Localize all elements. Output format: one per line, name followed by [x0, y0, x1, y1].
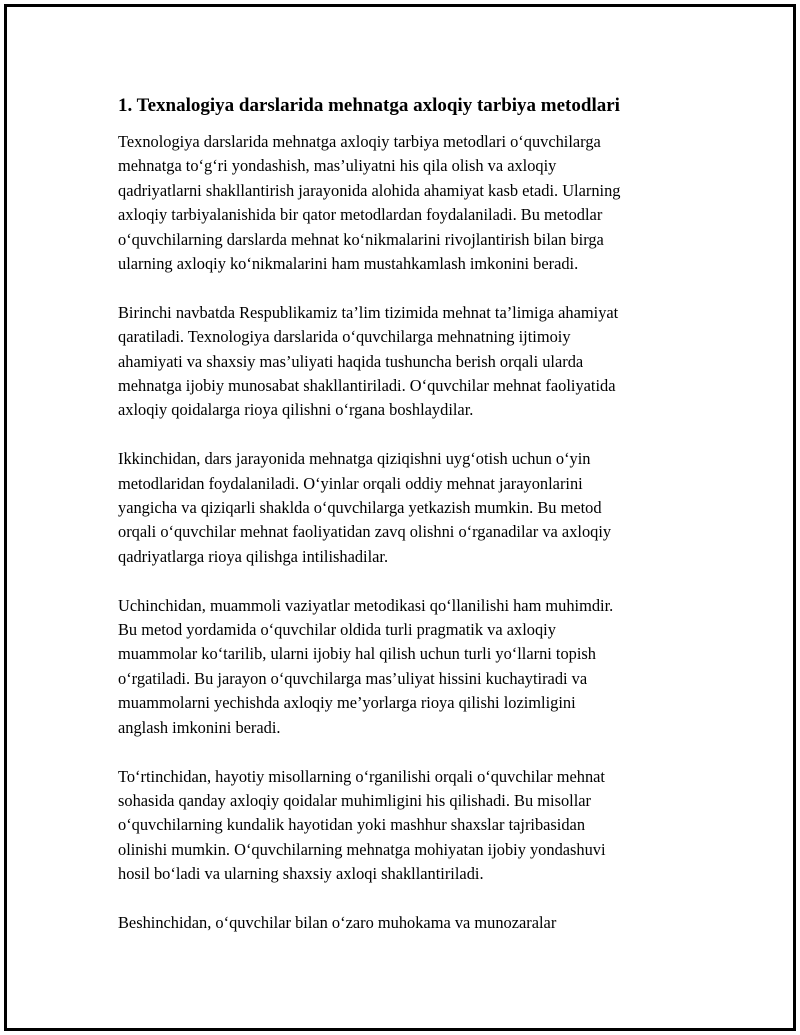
text-line: Uchinchidan, muammoli vaziyatlar metodikasi qo‘llanilishi ham muhimdir. [118, 595, 614, 615]
text-line: qadriyatlarni shakllantirish jarayonida alohida ahamiyat kasb etadi. Ularning [118, 180, 621, 200]
text-line: To‘rtinchidan, hayotiy misollarning o‘rganilishi orqali o‘quvchilar mehnat [118, 766, 605, 786]
paragraph-fourth [118, 765, 708, 887]
text-line: Texnologiya darslarida mehnatga axloqiy tarbiya metodlari o‘quvchilarga [118, 132, 601, 151]
text-line: Ikkinchidan, dars jarayonida mehnatga qiziqishni uyg‘otish uchun o‘yin [118, 449, 591, 469]
text-line: o‘rgatiladi. Bu jarayon o‘quvchilarga mas’uliyat hissini kuchaytiradi va [118, 668, 588, 688]
text-line: qaratiladi. Texnologiya darslarida o‘quvchilarga mehnatning ijtimoiy [118, 327, 571, 347]
paragraph-fifth [118, 911, 708, 935]
text-line: o‘quvchilarning kundalik hayotidan yoki mashhur shaxslar tajribasidan [118, 815, 586, 835]
text-line: Beshinchidan, o‘quvchilar bilan o‘zaro muhokama va munozaralar [118, 912, 557, 932]
text-line: ularning axloqiy ko‘nikmalarini ham mustahkamlash imkonini beradi. [118, 254, 579, 274]
text-line: hosil bo‘ladi va ularning shaxsiy axloqi shakllantiriladi. [118, 864, 484, 884]
text-line: ahamiyati va shaxsiy mas’uliyati haqida tushuncha berish orqali ularda [118, 351, 584, 371]
text-line: muammolarni yechishda axloqiy me’yorlarga rioya qilishi lozimligini [118, 693, 576, 713]
text-line: orqali o‘quvchilar mehnat faoliyatidan zavq olishni o‘rganadilar va axloqiy [118, 522, 612, 542]
text-line: anglash imkonini beradi. [118, 717, 281, 737]
text-line: metodlaridan foydalaniladi. O‘yinlar orqali oddiy mehnat jarayonlarini [118, 473, 583, 493]
text-line: mehnatga to‘g‘ri yondashish, mas’uliyatni his qila olish va axloqiy [118, 156, 557, 176]
text-line: olinishi mumkin. O‘quvchilarning mehnatga mohiyatan ijobiy yondashuvi [118, 839, 606, 859]
paragraph-first [118, 301, 708, 423]
text-line: o‘quvchilarning darslarda mehnat ko‘nikmalarini rivojlantirish bilan birga [118, 229, 604, 249]
text-line: muammolar ko‘tarilib, ularni ijobiy hal qilish uchun turli yo‘llarni topish [118, 644, 596, 664]
paragraph-second [118, 447, 708, 569]
text-line: yangicha va qiziqarli shaklda o‘quvchilarga yetkazish mumkin. Bu metod [118, 498, 602, 518]
text-line: mehnatga ijobiy munosabat shakllantiriladi. O‘quvchilar mehnat faoliyatida [118, 376, 616, 396]
text-line: axloqiy tarbiyalanishida bir qator metodlardan foydalaniladi. Bu metodlar [118, 205, 603, 225]
paragraph-third [118, 594, 708, 740]
text-line: Bu metod yordamida o‘quvchilar oldida turli pragmatik va axloqiy [118, 620, 556, 640]
text-line: sohasida qanday axloqiy qoidalar muhimligini his qilishadi. Bu misollar [118, 790, 591, 810]
paragraph-intro [118, 130, 708, 276]
text-line: axloqiy qoidalarga rioya qilishni o‘rgana boshlaydilar. [118, 400, 474, 420]
document-body [118, 94, 708, 960]
section-heading: 1. Texnalogiya darslarida mehnatga axloqiy tarbiya metodlari [118, 95, 620, 116]
text-line: Birinchi navbatda Respublikamiz ta’lim tizimida mehnat ta’limiga ahamiyat [118, 302, 619, 322]
text-line: qadriyatlarga rioya qilishga intilishadilar. [118, 546, 389, 566]
